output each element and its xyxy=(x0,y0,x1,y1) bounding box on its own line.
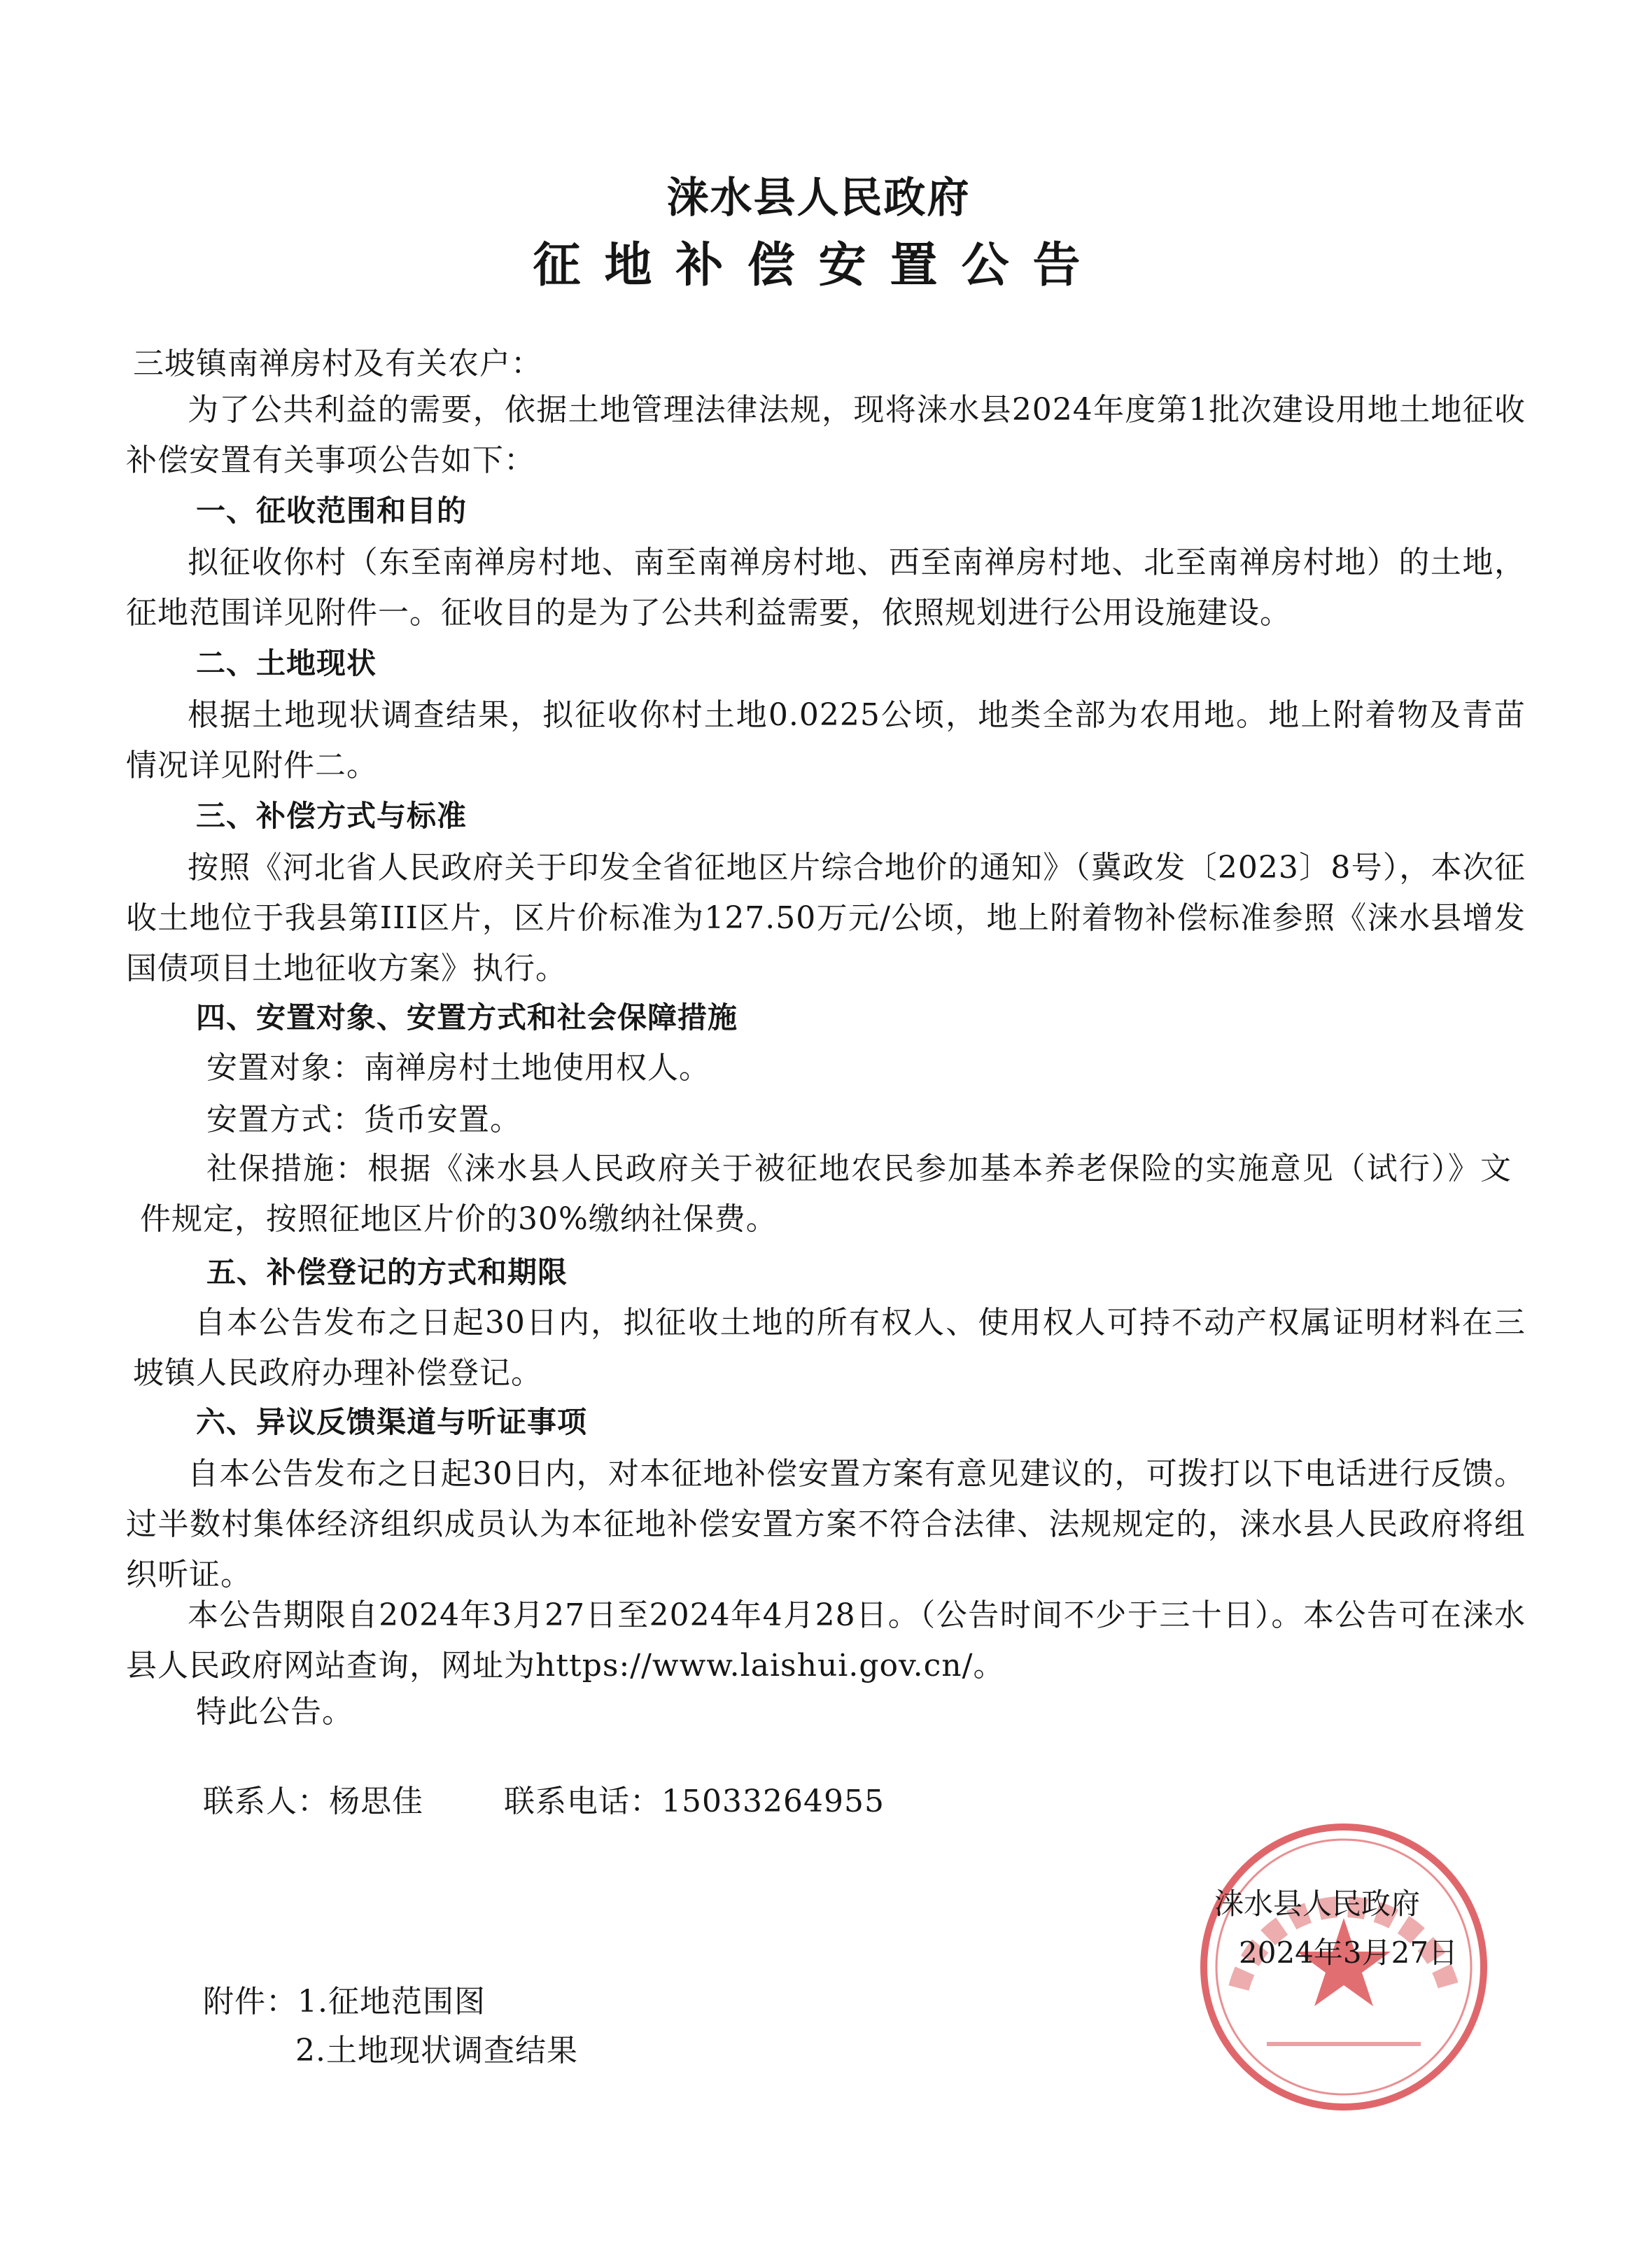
attachment-2: 2.土地现状调查结果 xyxy=(295,2033,578,2068)
contact-phone: 联系电话：15033264955 xyxy=(504,1784,885,1819)
section-6-heading: 六、异议反馈渠道与听证事项 xyxy=(196,1405,588,1439)
section-1-body: 拟征收你村（东至南禅房村地、南至南禅房村地、西至南禅房村地、北至南禅房村地）的土地，征地范围详见附件一。征收目的是为了公共利益需要，依照规划进行公用设施建设。 xyxy=(126,545,1526,631)
addressee: 三坡镇南禅房村及有关农户： xyxy=(133,346,542,382)
section-5-heading: 五、补偿登记的方式和期限 xyxy=(206,1255,568,1289)
section-5-body: 自本公告发布之日起30日内，拟征收土地的所有权人、使用权人可持不动产权属证明材料在三坡镇人民政府办理补偿登记。 xyxy=(133,1305,1526,1391)
section-3-body: 按照《河北省人民政府关于印发全省征地区片综合地价的通知》（冀政发〔2023〕8号），本次征收土地位于我县第III区片，区片价标准为127.50万元/公顷，地上附着物补偿标准参照《涞水县增发国债项目土地征收方案》执行。 xyxy=(126,850,1526,986)
section-4-social-security: 社保措施：根据《涞水县人民政府关于被征地农民参加基本养老保险的实施意见（试行）》文件规定，按照征地区片价的30%缴纳社保费。 xyxy=(140,1151,1512,1237)
section-4-resettlement-object: 安置对象：南禅房村土地使用权人。 xyxy=(206,1050,710,1086)
signature-date: 2024年3月27日 xyxy=(1239,1935,1459,1970)
document-issuer-title: 涞水县人民政府 xyxy=(666,174,971,223)
document-title: 征地补偿安置公告 xyxy=(533,238,1104,293)
section-4-heading: 四、安置对象、安置方式和社会保障措施 xyxy=(196,1000,738,1035)
section-1-heading: 一、征收范围和目的 xyxy=(196,493,468,528)
section-2-body: 根据土地现状调查结果，拟征收你村土地0.0225公顷，地类全部为农用地。地上附着物及青苗情况详见附件二。 xyxy=(126,697,1526,783)
closing-remark: 特此公告。 xyxy=(196,1694,353,1730)
section-3-heading: 三、补偿方式与标准 xyxy=(196,799,468,833)
signature-organization: 涞水县人民政府 xyxy=(1214,1886,1421,1921)
attachments-label: 附件：1.征地范围图 xyxy=(203,1984,486,2019)
section-2-heading: 二、土地现状 xyxy=(196,646,377,680)
section-6-body: 自本公告发布之日起30日内，对本征地补偿安置方案有意见建议的，可拨打以下电话进行反馈。过半数村集体经济组织成员认为本征地补偿安置方案不符合法律、法规规定的，涞水县人民政府将组织听证。 xyxy=(126,1456,1526,1592)
intro-paragraph: 为了公共利益的需要，依据土地管理法律法规，现将涞水县2024年度第1批次建设用地土地征收补偿安置有关事项公告如下： xyxy=(126,392,1526,478)
section-4-resettlement-method: 安置方式：货币安置。 xyxy=(206,1102,521,1138)
notice-period-paragraph: 本公告期限自2024年3月27日至2024年4月28日。（公告时间不少于三十日）。本公告可在涞水县人民政府网站查询，网址为https://www.laishui.gov.cn/。 xyxy=(126,1597,1526,1684)
contact-person: 联系人：杨思佳 xyxy=(203,1784,423,1819)
